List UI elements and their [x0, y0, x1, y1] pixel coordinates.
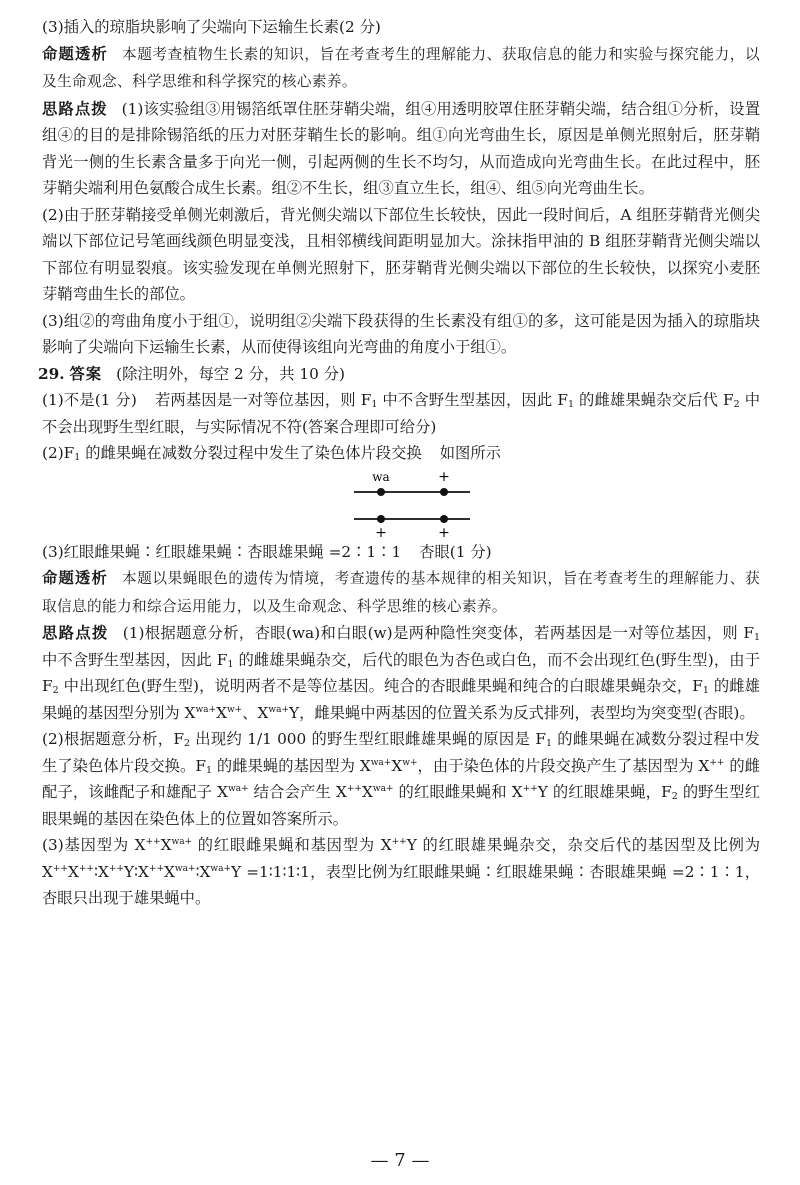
locus-dot [440, 515, 448, 523]
hint-2-paragraph-1: 思路点拨 (1)根据题意分析，杏眼(wa)和白眼(w)是两种隐性突变体，若两基因是一对等位基因，则 $F_1$ 中不含野生型基因，因此 $F_1$ 的雌雄果蝇杂交，后代的眼色为杏色或白色，而不会出现红色(野生型)，由于 $F_2$ 中出现红色(野生型)，说明两者不是等位基因。纯合的杏眼雌果蝇和纯合的白眼雄果蝇杂交，$F_1$ 的雌雄果蝇的基因型分别为 $X^{wa+}X^{w+}$、$X^{wa+}Y$，雌果蝇中两基因的位置关系为反式排列，表型均为突变型(杏眼)。 [42, 624, 760, 722]
allele-label-top-left: wa [372, 469, 390, 484]
prev-answer-line: (3)插入的琼脂块影响了尖端向下运输生长素(2 分) [42, 18, 381, 36]
hint-paragraph-3: (3)组②的弯曲角度小于组①，说明组②尖端下段获得的生长素没有组①的多，这可能是因为插入的琼脂块影响了尖端向下运输生长素，从而使得该组向光弯曲的角度小于组①。 [42, 311, 760, 356]
allele-label-bottom-left: + [375, 524, 387, 539]
hint-label: 思路点拨 [42, 99, 108, 118]
page-number: — 7 — [370, 1150, 430, 1171]
hint-2-paragraph-2: (2)根据题意分析，$F_2$ 出现约 1/1 000 的野生型红眼雌雄果蝇的原因是 $F_1$ 的雌果蝇在减数分裂过程中发生了染色体片段交换。$F_1$ 的雌果蝇的基因型为 $X^{wa+}X^{w+}$，由于染色体的片段交换产生了基因型为 X++ 的雌配子，该雌配子和雄配子 $X^{wa+}$ 结合会产生 $X^{++}X^{wa+}$ 的红眼雌果蝇和 X++Y 的红眼雄果蝇，$F_2$ 的野生型红眼果蝇的基因在染色体上的位置如答案所示。 [42, 730, 760, 828]
answer-2: $(2)F_1$ 的雌果蝇在减数分裂过程中发生了染色体片段交换 如图所示 [42, 444, 501, 463]
answer-label: 答案 [69, 364, 103, 383]
analysis-text: 本题考查植物生长素的知识，旨在考查考生的理解能力、获取信息的能力和实验与探究能力，以及生命观念、科学思维和科学探究的核心素养。 [42, 45, 760, 90]
analysis-label: 命题透析 [42, 569, 108, 587]
hint-label: 思路点拨 [42, 624, 109, 642]
answer-3: (3)红眼雌果蝇∶红眼雄果蝇∶杏眼雄果蝇 =2∶1∶1 杏眼(1 分) [42, 542, 492, 561]
answer-1-head: (1)不是(1 分) [42, 391, 137, 409]
hint-2-paragraph-3: (3)基因型为 $X^{++}X^{wa+}$ 的红眼雌果蝇和基因型为 X++Y 的红眼雄果蝇杂交，杂交后代的基因型及比例为 $X^{++}X^{++}∶X^{++}Y∶X^{++}X^{wa+}∶X^{wa+}Y$ =1∶1∶1∶1，表型比例为红眼雌果蝇∶红眼雄果蝇∶杏眼雄果蝇 =2∶1∶1，杏眼只出现于雄果蝇中。 [42, 836, 760, 907]
chromosome-diagram [334, 469, 474, 539]
allele-label-top-right: + [438, 468, 450, 485]
locus-dot [377, 488, 385, 496]
answer-page [38, 14, 760, 912]
allele-label-bottom-right: + [438, 524, 450, 539]
analysis-paragraph-2 [42, 565, 760, 620]
analysis-label: 命题透析 [42, 44, 108, 63]
question-number: 29. [38, 364, 65, 383]
hint-paragraph-2: (2)由于胚芽鞘接受单侧光刺激后，背光侧尖端以下部位生长较快，因此一段时间后，A 组胚芽鞘背光侧尖端以下部位记号笔画线颜色明显变浅，且相邻横线间距明显加大。涂抹指甲油的 B 组胚芽鞘背光侧尖端以下部位有明显裂痕。该实验发现在单侧光照射下，胚芽鞘背光侧尖端以下部位的生长较快，以探究小麦胚芽鞘弯曲生长的部位。 [42, 205, 760, 303]
locus-dot [440, 488, 448, 496]
locus-dot [377, 515, 385, 523]
question-29-heading [38, 361, 760, 388]
answer-note: (除注明外，每空 2 分，共 10 分) [116, 364, 345, 383]
hint-text: (1)该实验组③用锡箔纸罩住胚芽鞘尖端，组④用透明胶罩住胚芽鞘尖端，结合组①分析，设置组④的目的是排除锡箔纸的压力对胚芽鞘生长的影响。组①向光弯曲生长，原因是单侧光照射后，胚芽鞘背光一侧的生长素含量多于向光一侧，引起两侧的生长不均匀，从而造成向光弯曲生长。在此过程中，胚芽鞘尖端利用色氨酸合成生长素。组②不生长，组③直立生长，组④、组⑤向光弯曲生长。 [42, 99, 760, 197]
hint-paragraph-1 [42, 96, 760, 202]
analysis-paragraph-1 [42, 41, 760, 96]
analysis-text: 本题以果蝇眼色的遗传为情境，考查遗传的基本规律的相关知识，旨在考查考生的理解能力、获取信息的能力和综合运用能力，以及生命观念、科学思维的核心素养。 [42, 570, 760, 615]
answer-1: (1)不是(1 分) 若两基因是一对等位基因，则 $F_1$ 中不含野生型基因，因此 $F_1$ 的雌雄果蝇杂交后代 $F_2$ 中不会出现野生型红眼，与实际情况不符(答案合理即可给分) [42, 391, 760, 436]
